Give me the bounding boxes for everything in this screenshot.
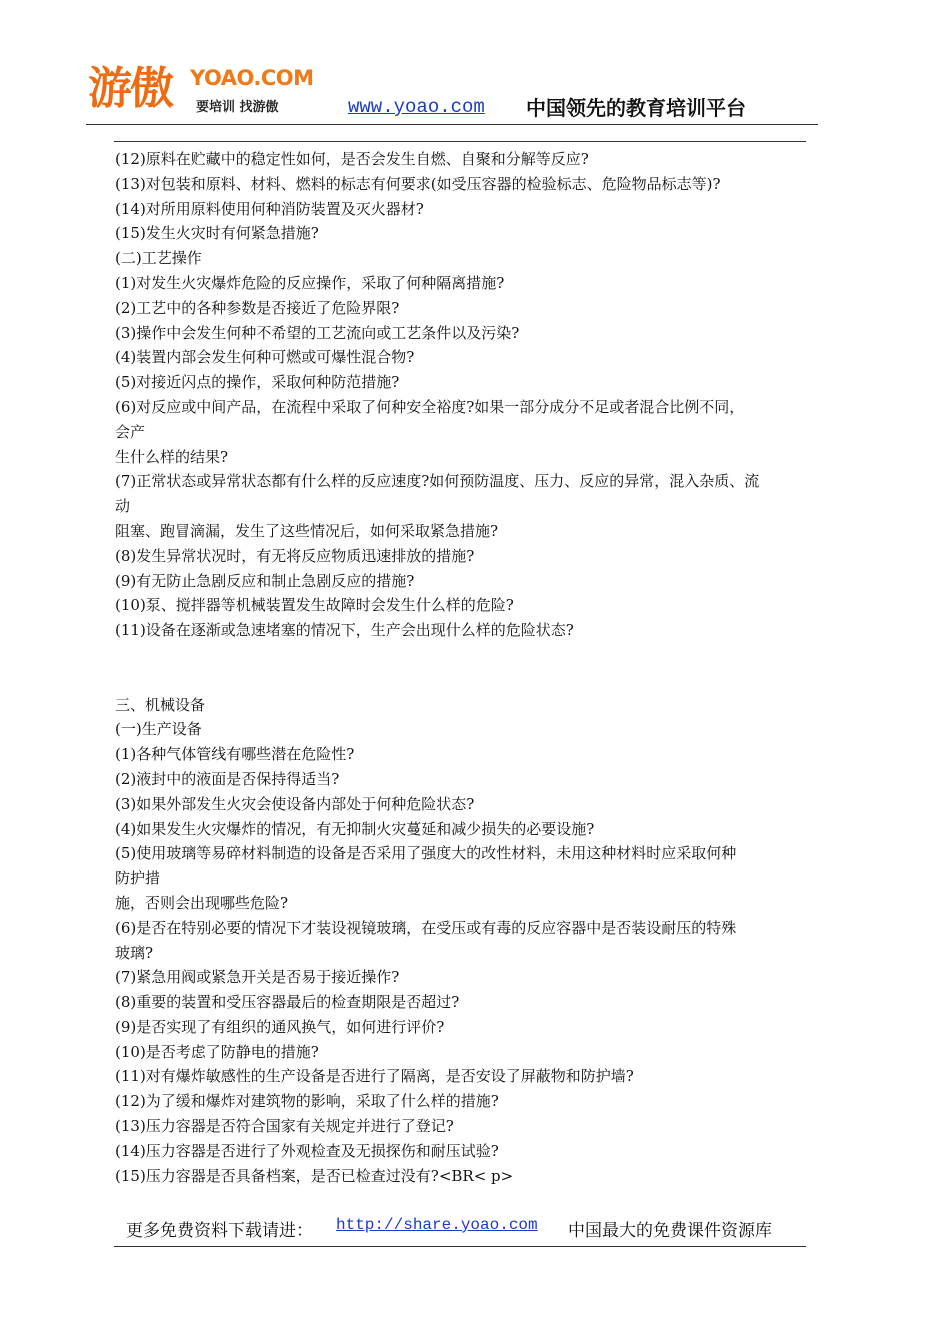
- text-line: 防护措: [115, 869, 161, 888]
- text-line: (8)发生异常状况时，有无将反应物质迅速排放的措施?: [115, 546, 475, 565]
- text-line: (3)如果外部发生火灾会使设备内部处于何种危险状态?: [115, 794, 475, 813]
- text-line: (一)生产设备: [115, 720, 202, 739]
- document-body: [115, 147, 810, 1188]
- text-line: (6)对反应或中间产品，在流程中采取了何种安全裕度?如果一部分成分不足或者混合比例不同，: [115, 397, 745, 416]
- text-line: 三、机械设备: [115, 695, 206, 714]
- text-line: (12)原料在贮藏中的稳定性如何，是否会发生自燃、自聚和分解等反应?: [115, 150, 589, 168]
- text-line: (14)压力容器是否进行了外观检查及无损探伤和耐压试验?: [115, 1141, 499, 1160]
- text-line: 施，否则会出现哪些危险?: [115, 893, 289, 912]
- header-site-link[interactable]: www.yoao.com: [348, 96, 485, 118]
- header-tagline: 中国领先的教育培训平台: [526, 96, 746, 120]
- footer-share-link[interactable]: http://share.yoao.com: [336, 1216, 538, 1234]
- text-line: (11)设备在逐渐或急速堵塞的情况下，生产会出现什么样的危险状态?: [115, 621, 574, 640]
- footer-divider: [114, 1246, 806, 1247]
- header-divider-top: [86, 124, 818, 125]
- text-line: 会产: [115, 422, 146, 441]
- text-line: (13)压力容器是否符合国家有关规定并进行了登记?: [115, 1117, 454, 1136]
- text-line: (5)对接近闪点的操作，采取何种防范措施?: [115, 373, 400, 392]
- text-line: (12)为了缓和爆炸对建筑物的影响，采取了什么样的措施?: [115, 1092, 499, 1111]
- text-line: (10)泵、搅拌器等机械装置发生故障时会发生什么样的危险?: [115, 596, 514, 615]
- text-line: 玻璃?: [115, 943, 154, 962]
- footer-suffix-text: 中国最大的免费课件资源库: [568, 1221, 772, 1241]
- text-line: 生什么样的结果?: [115, 447, 229, 466]
- text-line: (10)是否考虑了防静电的措施?: [115, 1042, 319, 1061]
- text-line: (9)有无防止急剧反应和制止急剧反应的措施?: [115, 571, 415, 590]
- text-line: 阻塞、跑冒滴漏，发生了这些情况后，如何采取紧急措施?: [115, 521, 499, 540]
- text-line: (9)是否实现了有组织的通风换气，如何进行评价?: [115, 1017, 445, 1036]
- text-line: (6)是否在特别必要的情况下才装设视镜玻璃，在受压或有毒的反应容器中是否装设耐压的特殊: [115, 918, 737, 937]
- footer-prefix-text: 更多免费资料下载请进：: [126, 1221, 313, 1241]
- text-line: (2)工艺中的各种参数是否接近了危险界限?: [115, 298, 400, 317]
- text-line: (15)发生火灾时有何紧急措施?: [115, 224, 319, 243]
- text-line: (7)正常状态或异常状态都有什么样的反应速度?如何预防温度、压力、反应的异常，混入杂质、流: [115, 472, 760, 491]
- text-line: (4)装置内部会发生何种可燃或可爆性混合物?: [115, 348, 415, 367]
- text-line: (7)紧急用阀或紧急开关是否易于接近操作?: [115, 968, 400, 987]
- text-line: (二)工艺操作: [115, 249, 202, 268]
- text-line: (5)使用玻璃等易碎材料制造的设备是否采用了强度大的改性材料，未用这种材料时应采取何种: [115, 844, 737, 863]
- logo-english-text: YOAO.COM: [190, 66, 314, 90]
- page-header: [86, 62, 820, 124]
- logo-chinese-text: 游傲: [88, 63, 172, 114]
- text-line: (11)对有爆炸敏感性的生产设备是否进行了隔离，是否安设了屏蔽物和防护墙?: [115, 1067, 634, 1086]
- text-line: (8)重要的装置和受压容器最后的检查期限是否超过?: [115, 993, 460, 1012]
- text-line: (4)如果发生火灾爆炸的情况，有无抑制火灾蔓延和减少损失的必要设施?: [115, 819, 595, 838]
- header-divider-bottom: [114, 141, 806, 142]
- text-line: (13)对包装和原料、材料、燃料的标志有何要求(如受压容器的检验标志、危险物品标志等)?: [115, 174, 721, 193]
- blank-line: [115, 643, 810, 668]
- blank-line: [115, 668, 810, 693]
- text-line: (3)操作中会发生何种不希望的工艺流向或工艺条件以及污染?: [115, 323, 520, 342]
- yoao-logo[interactable]: [86, 62, 316, 122]
- text-line: (1)对发生火灾爆炸危险的反应操作，采取了何种隔离措施?: [115, 273, 505, 292]
- text-line: (15)压力容器是否具备档案，是否已检查过没有?<BR< p>: [115, 1166, 514, 1185]
- logo-slogan: 要培训 找游傲: [196, 100, 279, 115]
- text-line: 动: [115, 497, 131, 516]
- text-line: (14)对所用原料使用何种消防装置及灭火器材?: [115, 199, 424, 218]
- text-line: (2)液封中的液面是否保持得适当?: [115, 769, 340, 788]
- text-line: (1)各种气体管线有哪些潜在危险性?: [115, 745, 355, 764]
